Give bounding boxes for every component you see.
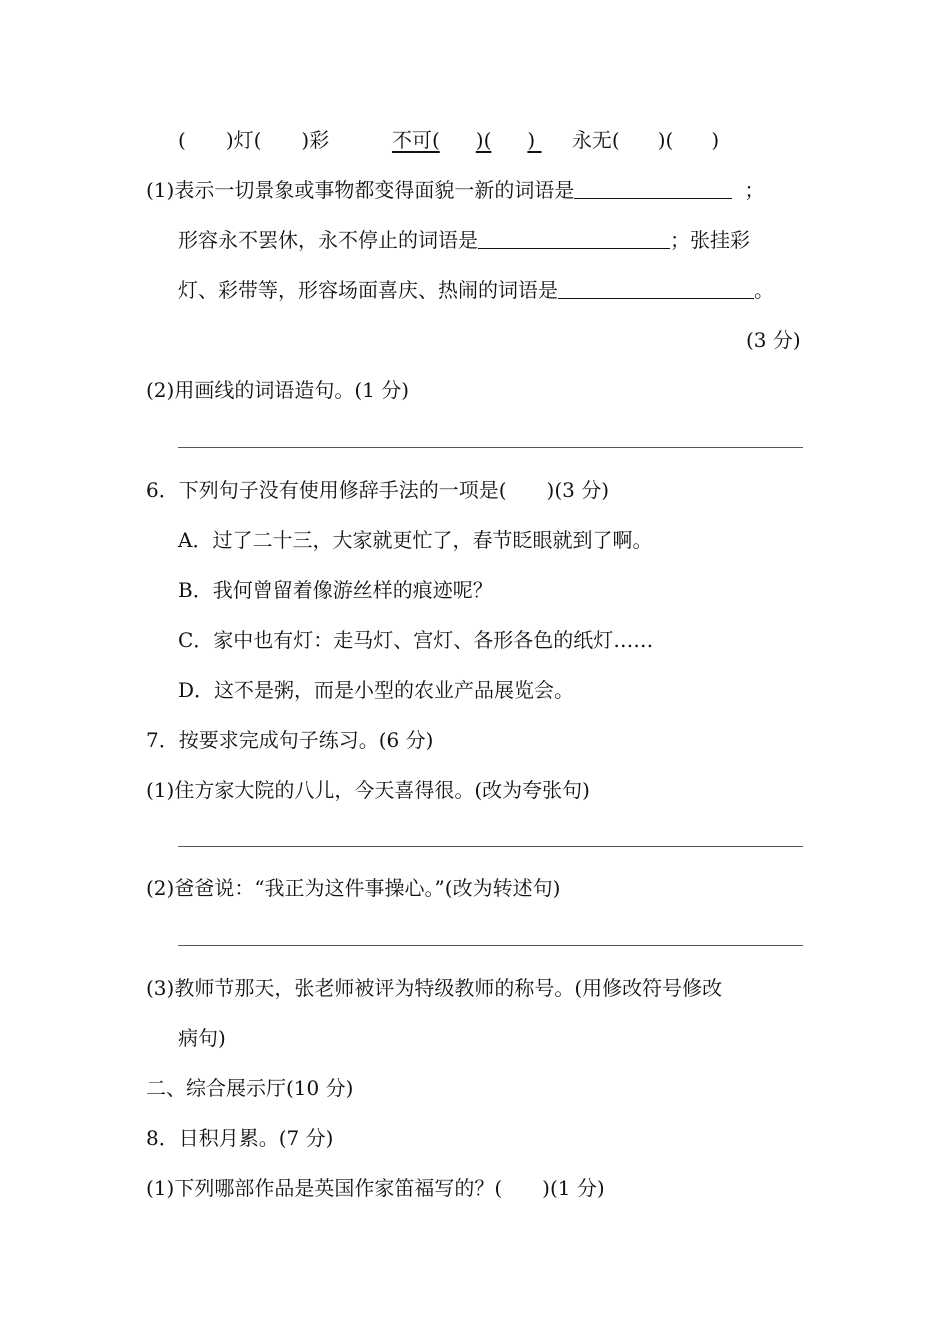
sub-label: (2) bbox=[146, 378, 175, 402]
answer-blank[interactable] bbox=[574, 178, 732, 199]
q6-option-d: D．这不是粥，而是小型的农业产品展览会。 bbox=[178, 678, 575, 702]
answer-line[interactable] bbox=[178, 447, 803, 448]
q7-sub2: (2)爸爸说：“我正为这件事操心。”(改为转述句) bbox=[146, 876, 561, 900]
idiom-a-char2: )彩 bbox=[301, 128, 330, 152]
q8-stem: 8．日积月累。(7 分) bbox=[146, 1126, 334, 1150]
q6-option-c: C．家中也有灯：走马灯、宫灯、各形各色的纸灯…… bbox=[178, 628, 654, 652]
idiom-c: 永无( )( ) bbox=[571, 128, 720, 152]
answer-blank[interactable] bbox=[478, 228, 670, 249]
answer-line[interactable] bbox=[178, 945, 803, 946]
q5-2: (2)用画线的词语造句。(1 分) bbox=[146, 378, 410, 402]
q7-sub3-line1: (3)教师节那天，张老师被评为特级教师的称号。(用修改符号修改 bbox=[146, 976, 723, 1000]
q5-1-score: (3 分) bbox=[746, 328, 801, 352]
answer-blank[interactable] bbox=[558, 278, 754, 299]
sub-label: (1) bbox=[146, 178, 175, 202]
q5-1-line2: 形容永不罢休，永不停止的词语是 ；张挂彩 bbox=[178, 228, 750, 252]
q5-1-line1: (1)表示一切景象或事物都变得面貌一新的词语是 ； bbox=[146, 178, 765, 202]
idiom-a-char1: )灯( bbox=[225, 128, 262, 152]
q8-sub1: (1)下列哪部作品是英国作家笛福写的？( )(1 分) bbox=[146, 1176, 605, 1200]
paren-open: ( bbox=[178, 128, 186, 152]
idiom-fill-row bbox=[178, 126, 719, 154]
idiom-b-underlined: 不可( )( ) bbox=[391, 128, 536, 152]
q6-option-a: A．过了二十三，大家就更忙了，春节眨眼就到了啊。 bbox=[178, 528, 653, 552]
q7-sub1: (1)住方家大院的八儿，今天喜得很。(改为夸张句) bbox=[146, 778, 590, 802]
q6-option-b: B．我何曾留着像游丝样的痕迹呢？ bbox=[178, 578, 493, 602]
answer-line[interactable] bbox=[178, 846, 803, 847]
q6-stem: 6．下列句子没有使用修辞手法的一项是( )(3 分) bbox=[146, 478, 610, 502]
section-title: 二、综合展示厅(10 分) bbox=[146, 1076, 354, 1100]
idiom-a bbox=[178, 128, 336, 152]
q7-stem: 7．按要求完成句子练习。(6 分) bbox=[146, 728, 434, 752]
q5-1-line3: 灯、彩带等，形容场面喜庆、热闹的词语是 。 bbox=[178, 278, 774, 302]
q7-sub3-line2: 病句) bbox=[178, 1026, 226, 1050]
